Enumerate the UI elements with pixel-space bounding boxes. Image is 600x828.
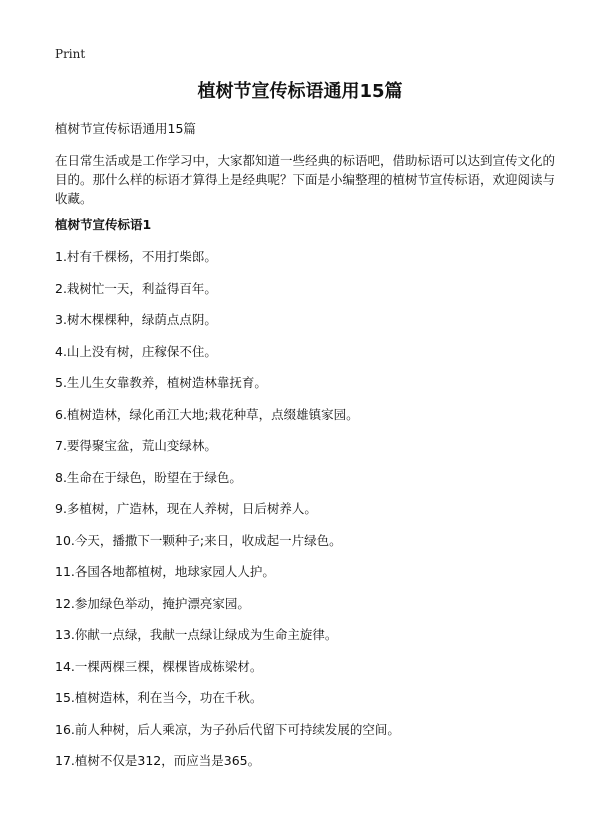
document-subtitle: 植树节宣传标语通用15篇 — [55, 121, 196, 136]
intro-paragraph: 在日常生活或是工作学习中，大家都知道一些经典的标语吧，借助标语可以达到宣传文化的目的。那什么样的标语才算得上是经典呢？下面是小编整理的植树节宣传标语，欢迎阅读与收藏。 — [55, 153, 556, 206]
list-item: 15.植树造林，利在当今，功在千秋。 — [55, 690, 263, 705]
list-item: 7.要得聚宝盆，荒山变绿林。 — [55, 438, 217, 453]
list-item: 11.各国各地都植树，地球家园人人护。 — [55, 564, 275, 579]
list-item: 14.一棵两棵三棵，棵棵皆成栋梁材。 — [55, 658, 263, 674]
slogan-list — [55, 247, 555, 783]
list-item: 5.生儿生女靠教养，植树造林靠抚育。 — [55, 375, 267, 390]
list-item: 6.植树造林，绿化甬江大地;栽花种草，点缀雄镇家园。 — [55, 406, 359, 422]
print-label: Print — [55, 47, 86, 61]
list-item: 9.多植树，广造林，现在人养树，日后树养人。 — [55, 501, 317, 516]
list-item: 16.前人种树，后人乘凉，为子孙后代留下可持续发展的空间。 — [55, 721, 400, 737]
page-title: 植树节宣传标语通用15篇 — [197, 81, 403, 102]
list-item: 13.你献一点绿，我献一点绿让绿成为生命主旋律。 — [55, 627, 338, 642]
list-item: 17.植树不仅是312，而应当是365。 — [55, 753, 261, 768]
list-item: 10.今天，播撒下一颗种子;来日，收成起一片绿色。 — [55, 532, 342, 548]
list-item: 2.栽树忙一天，利益得百年。 — [55, 280, 217, 296]
section-heading: 植树节宣传标语1 — [55, 217, 152, 232]
list-item: 1.村有千棵杨，不用打柴郎。 — [55, 249, 217, 264]
list-item: 3.树木棵棵种，绿荫点点阴。 — [55, 312, 217, 327]
list-item: 4.山上没有树，庄稼保不住。 — [55, 343, 217, 359]
list-item: 12.参加绿色举动，掩护漂亮家园。 — [55, 595, 250, 611]
list-item: 8.生命在于绿色，盼望在于绿色。 — [55, 469, 242, 485]
